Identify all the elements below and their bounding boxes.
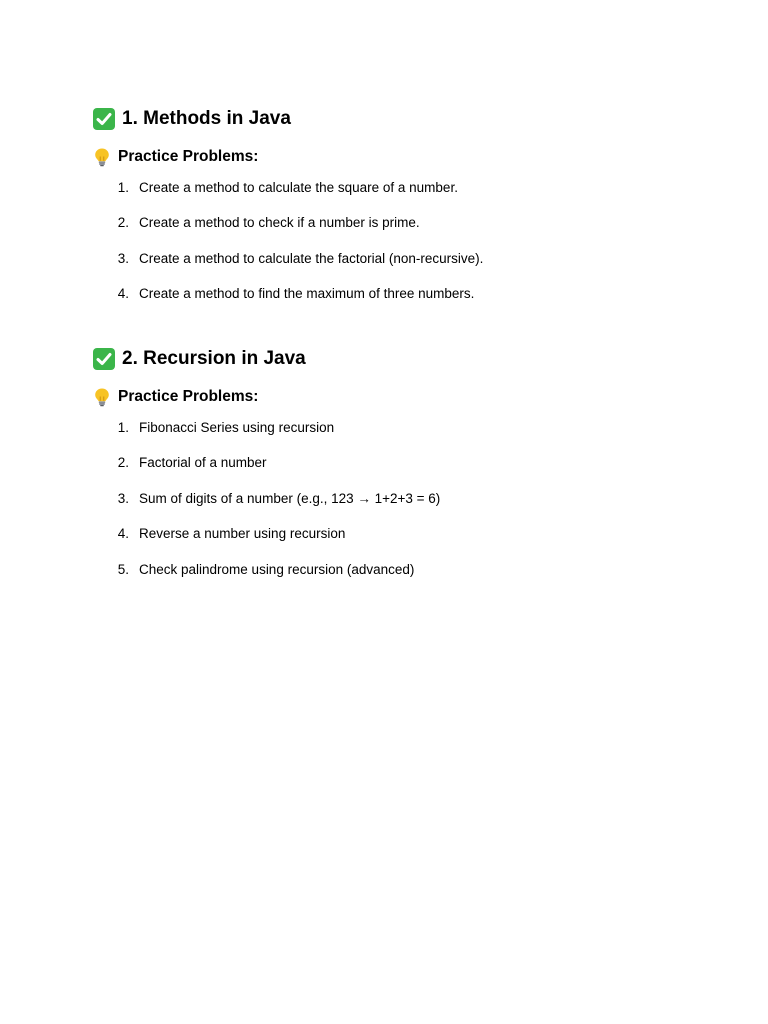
list-item bbox=[93, 249, 733, 284]
section-heading bbox=[93, 106, 733, 132]
list-item-number: 4. bbox=[117, 526, 129, 542]
list-item bbox=[93, 418, 733, 453]
list-item-text: Create a method to find the maximum of three numbers. bbox=[139, 286, 475, 302]
list-item-text: Fibonacci Series using recursion bbox=[139, 420, 335, 435]
list-item bbox=[93, 284, 733, 319]
list-item bbox=[93, 213, 733, 248]
list-item-text: Factorial of a number bbox=[139, 455, 267, 471]
list-item bbox=[93, 453, 733, 488]
section-recursion bbox=[93, 346, 733, 595]
list-item-number: 4. bbox=[117, 286, 129, 302]
list-item-text: Reverse a number using recursion bbox=[139, 526, 346, 542]
light-bulb-icon bbox=[93, 387, 111, 407]
practice-problems-heading bbox=[93, 146, 733, 168]
list-item bbox=[93, 560, 733, 595]
list-item bbox=[93, 524, 733, 559]
list-item-number: 2. bbox=[117, 455, 129, 471]
list-item bbox=[93, 178, 733, 213]
list-item-text: Create a method to calculate the square of a number. bbox=[139, 180, 458, 195]
list-item-number: 3. bbox=[117, 250, 129, 266]
section-title: 1. Methods in Java bbox=[122, 108, 291, 129]
list-item-number: 1. bbox=[117, 180, 129, 195]
problem-list bbox=[93, 418, 733, 595]
light-bulb-icon bbox=[93, 147, 111, 167]
problem-list bbox=[93, 178, 733, 320]
list-item-text: Check palindrome using recursion (advanced) bbox=[139, 561, 415, 577]
subheading-label: Practice Problems: bbox=[118, 388, 259, 405]
section-methods bbox=[93, 106, 733, 320]
check-mark-button-icon bbox=[93, 348, 115, 370]
list-item bbox=[93, 489, 733, 524]
list-item-number: 1. bbox=[117, 420, 129, 435]
section-heading bbox=[93, 346, 733, 372]
list-item-number: 2. bbox=[117, 215, 129, 231]
list-item-number: 3. bbox=[117, 490, 129, 506]
practice-problems-heading bbox=[93, 386, 733, 408]
list-item-text: Sum of digits of a number (e.g., 123 → 1+2+3 = 6) bbox=[139, 490, 441, 506]
check-mark-button-icon bbox=[93, 108, 115, 130]
list-item-text: Create a method to calculate the factorial (non-recursive). bbox=[139, 250, 484, 266]
subheading-label: Practice Problems: bbox=[118, 148, 259, 165]
list-item-number: 5. bbox=[117, 561, 129, 577]
list-item-text: Create a method to check if a number is prime. bbox=[139, 215, 420, 231]
section-title: 2. Recursion in Java bbox=[122, 348, 306, 369]
